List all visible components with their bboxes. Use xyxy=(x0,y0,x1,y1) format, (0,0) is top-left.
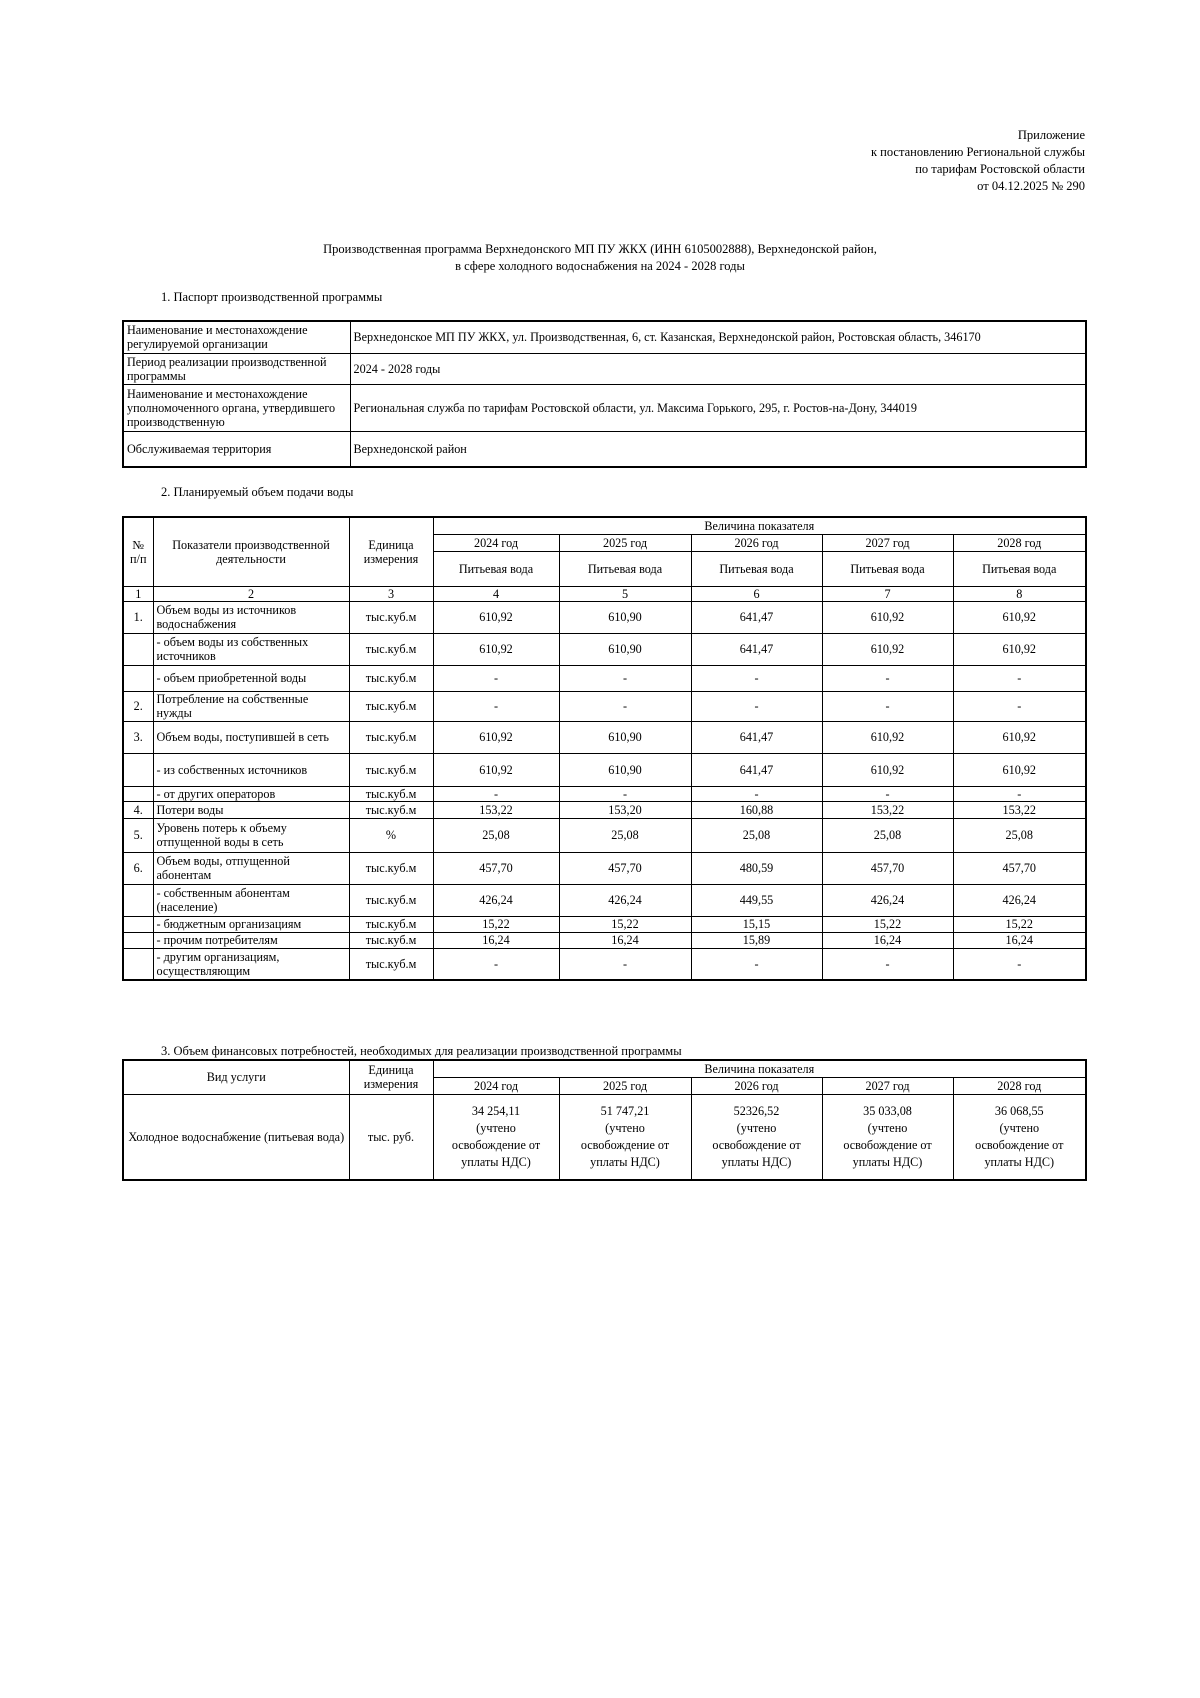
passport-table xyxy=(122,320,1087,468)
row-value: 426,24 xyxy=(822,884,953,916)
row-value: 449,55 xyxy=(691,884,822,916)
finance-cell xyxy=(822,1094,953,1180)
finance-note: освобождение от xyxy=(451,1137,541,1152)
row-value: 610,92 xyxy=(822,753,953,786)
row-unit: % xyxy=(349,818,433,852)
row-number xyxy=(123,753,153,786)
header-year: 2024 год xyxy=(433,534,559,551)
header-water: Питьевая вода xyxy=(691,551,822,586)
passport-row xyxy=(123,353,1086,384)
finance-note: (учтено xyxy=(605,1120,645,1135)
row-value: 457,70 xyxy=(433,852,559,884)
row-unit: тыс.куб.м xyxy=(349,932,433,948)
passport-label: Наименование и местонахождение регулируемой организации xyxy=(123,321,350,353)
row-number: 5. xyxy=(123,818,153,852)
table-row xyxy=(123,665,1086,691)
row-value: 15,22 xyxy=(953,916,1086,932)
row-value: 610,92 xyxy=(433,721,559,753)
table-row xyxy=(123,818,1086,852)
finance-note: освобождение от xyxy=(975,1137,1064,1152)
header-indicator: Показатели производственной деятельности xyxy=(153,517,349,586)
finance-cell xyxy=(691,1094,822,1180)
row-value: 160,88 xyxy=(691,801,822,818)
row-value: 610,90 xyxy=(559,601,691,633)
passport-row xyxy=(123,431,1086,467)
row-value: 426,24 xyxy=(953,884,1086,916)
row-value: 641,47 xyxy=(691,633,822,665)
row-value: 16,24 xyxy=(822,932,953,948)
finance-note: уплаты НДС) xyxy=(590,1154,660,1169)
header-num: № п/п xyxy=(123,517,153,586)
row-value: 153,20 xyxy=(559,801,691,818)
row-value: 25,08 xyxy=(433,818,559,852)
table-row xyxy=(123,601,1086,633)
finance-header-year: 2028 год xyxy=(953,1077,1086,1094)
row-number: 1. xyxy=(123,601,153,633)
row-value: - xyxy=(433,786,559,801)
row-unit: тыс.куб.м xyxy=(349,801,433,818)
row-value: 641,47 xyxy=(691,721,822,753)
volume-table-body xyxy=(123,601,1086,980)
row-value: 457,70 xyxy=(822,852,953,884)
table-row xyxy=(123,852,1086,884)
passport-value: Верхнедонской район xyxy=(350,431,1086,467)
finance-header-row xyxy=(123,1060,1086,1077)
column-number: 5 xyxy=(559,586,691,601)
finance-amount: 51 747,21 xyxy=(600,1103,650,1118)
section-1-heading: 1. Паспорт производственной программы xyxy=(161,290,383,304)
row-value: - xyxy=(953,786,1086,801)
row-value: - xyxy=(559,948,691,980)
row-value: 426,24 xyxy=(433,884,559,916)
finance-amount: 34 254,11 xyxy=(471,1103,521,1118)
finance-note: (учтено xyxy=(867,1120,908,1135)
row-number: 4. xyxy=(123,801,153,818)
row-value: - xyxy=(433,691,559,721)
row-value: 16,24 xyxy=(559,932,691,948)
row-unit: тыс.куб.м xyxy=(349,916,433,932)
row-value: - xyxy=(822,665,953,691)
finance-header-unit: Единица измерения xyxy=(349,1060,433,1094)
passport-label: Наименование и местонахождение уполномоченного органа, утвердившего производственную xyxy=(123,384,350,431)
finance-note: уплаты НДС) xyxy=(721,1154,792,1169)
row-value: 16,24 xyxy=(433,932,559,948)
finance-note: освобождение от xyxy=(580,1137,670,1152)
header-year: 2026 год xyxy=(691,534,822,551)
row-unit: тыс.куб.м xyxy=(349,786,433,801)
row-value: 25,08 xyxy=(953,818,1086,852)
passport-row xyxy=(123,384,1086,431)
row-indicator: - бюджетным организациям xyxy=(153,916,349,932)
table-row xyxy=(123,753,1086,786)
appendix-line-1: Приложение xyxy=(1017,128,1085,142)
finance-table xyxy=(122,1059,1087,1181)
row-number: 2. xyxy=(123,691,153,721)
section-3-heading: 3. Объем финансовых потребностей, необходимых для реализации производственной программы xyxy=(161,1044,682,1058)
title-line-2: в сфере холодного водоснабжения на 2024 - 2028 годы xyxy=(455,259,745,273)
row-value: 610,90 xyxy=(559,721,691,753)
row-indicator: Потребление на собственные нужды xyxy=(153,691,349,721)
column-number: 6 xyxy=(691,586,822,601)
row-value: 15,22 xyxy=(822,916,953,932)
row-value: - xyxy=(433,665,559,691)
row-number xyxy=(123,948,153,980)
header-water: Питьевая вода xyxy=(433,551,559,586)
row-value: - xyxy=(822,691,953,721)
row-value: - xyxy=(559,691,691,721)
finance-note: уплаты НДС) xyxy=(461,1154,531,1169)
finance-note: (учтено xyxy=(476,1120,516,1135)
water-volume-table xyxy=(122,516,1087,981)
row-value: 15,22 xyxy=(559,916,691,932)
appendix-line-4: от 04.12.2025 № 290 xyxy=(977,179,1085,193)
row-indicator: Объем воды из источников водоснабжения xyxy=(153,601,349,633)
row-value: - xyxy=(691,665,822,691)
finance-cell xyxy=(559,1094,691,1180)
header-water: Питьевая вода xyxy=(822,551,953,586)
row-value: 641,47 xyxy=(691,601,822,633)
row-value: 610,92 xyxy=(953,633,1086,665)
row-value: - xyxy=(691,691,822,721)
table-row xyxy=(123,691,1086,721)
row-unit: тыс.куб.м xyxy=(349,691,433,721)
passport-value: 2024 - 2028 годы xyxy=(350,353,1086,384)
finance-header-year: 2024 год xyxy=(433,1077,559,1094)
finance-row xyxy=(123,1094,1086,1180)
document-title xyxy=(0,241,1200,275)
row-unit: тыс.куб.м xyxy=(349,721,433,753)
row-unit: тыс.куб.м xyxy=(349,852,433,884)
finance-header-year: 2026 год xyxy=(691,1077,822,1094)
row-unit: тыс.куб.м xyxy=(349,884,433,916)
row-value: - xyxy=(822,948,953,980)
row-indicator: Потери воды xyxy=(153,801,349,818)
finance-header-year: 2025 год xyxy=(559,1077,691,1094)
row-value: 16,24 xyxy=(953,932,1086,948)
row-indicator: Объем воды, поступившей в сеть xyxy=(153,721,349,753)
header-value-group: Величина показателя xyxy=(433,517,1086,534)
row-value: 610,92 xyxy=(953,753,1086,786)
row-value: - xyxy=(559,665,691,691)
row-value: 153,22 xyxy=(433,801,559,818)
table-row xyxy=(123,948,1086,980)
column-numbers-row xyxy=(123,586,1086,601)
column-number: 8 xyxy=(953,586,1086,601)
header-water: Питьевая вода xyxy=(953,551,1086,586)
row-value: - xyxy=(953,665,1086,691)
table-row xyxy=(123,801,1086,818)
title-line-1: Производственная программа Верхнедонского МП ПУ ЖКХ (ИНН 6105002888), Верхнедонской район, xyxy=(323,242,877,256)
appendix-line-2: к постановлению Региональной службы xyxy=(870,145,1085,159)
row-value: 15,22 xyxy=(433,916,559,932)
row-unit: тыс.куб.м xyxy=(349,753,433,786)
passport-label: Обслуживаемая территория xyxy=(123,431,350,467)
passport-value: Региональная служба по тарифам Ростовской области, ул. Максима Горького, 295, г. Ростов-на-Дону, 344019 xyxy=(350,384,1086,431)
table-row xyxy=(123,932,1086,948)
column-number: 4 xyxy=(433,586,559,601)
column-number: 3 xyxy=(349,586,433,601)
row-value: 641,47 xyxy=(691,753,822,786)
column-number: 1 xyxy=(123,586,153,601)
finance-note: (учтено xyxy=(736,1120,777,1135)
row-value: 426,24 xyxy=(559,884,691,916)
finance-note: освобождение от xyxy=(712,1137,801,1152)
row-number xyxy=(123,633,153,665)
row-number: 6. xyxy=(123,852,153,884)
finance-header-year: 2027 год xyxy=(822,1077,953,1094)
row-value: 610,92 xyxy=(433,753,559,786)
finance-amount: 36 068,55 xyxy=(994,1103,1044,1118)
column-number: 2 xyxy=(153,586,349,601)
row-number xyxy=(123,786,153,801)
row-value: 480,59 xyxy=(691,852,822,884)
row-value: 15,15 xyxy=(691,916,822,932)
row-number xyxy=(123,932,153,948)
header-unit: Единица измерения xyxy=(349,517,433,586)
row-value: 153,22 xyxy=(822,801,953,818)
passport-row xyxy=(123,321,1086,353)
row-value: - xyxy=(691,948,822,980)
row-value: 610,92 xyxy=(822,633,953,665)
row-unit: тыс.куб.м xyxy=(349,665,433,691)
finance-header-service: Вид услуги xyxy=(123,1060,349,1094)
table-row xyxy=(123,786,1086,801)
finance-cell xyxy=(953,1094,1086,1180)
row-value: 25,08 xyxy=(559,818,691,852)
row-number xyxy=(123,916,153,932)
row-indicator: - собственным абонентам (население) xyxy=(153,884,349,916)
row-indicator: - из собственных источников xyxy=(153,753,349,786)
row-value: 610,92 xyxy=(433,633,559,665)
table-row xyxy=(123,633,1086,665)
row-number xyxy=(123,665,153,691)
row-unit: тыс.куб.м xyxy=(349,633,433,665)
appendix-header xyxy=(871,127,1085,195)
table-row xyxy=(123,884,1086,916)
finance-service: Холодное водоснабжение (питьевая вода) xyxy=(123,1094,349,1180)
row-value: 610,92 xyxy=(433,601,559,633)
finance-note: уплаты НДС) xyxy=(852,1154,923,1169)
row-indicator: - от других операторов xyxy=(153,786,349,801)
row-unit: тыс.куб.м xyxy=(349,948,433,980)
table-row xyxy=(123,916,1086,932)
header-year: 2027 год xyxy=(822,534,953,551)
row-value: 610,90 xyxy=(559,633,691,665)
row-value: - xyxy=(953,691,1086,721)
row-value: 610,90 xyxy=(559,753,691,786)
row-number xyxy=(123,884,153,916)
row-number: 3. xyxy=(123,721,153,753)
finance-amount: 52326,52 xyxy=(733,1103,780,1118)
row-value: 153,22 xyxy=(953,801,1086,818)
finance-header-value-group: Величина показателя xyxy=(433,1060,1086,1077)
row-unit: тыс.куб.м xyxy=(349,601,433,633)
row-value: - xyxy=(822,786,953,801)
row-value: 457,70 xyxy=(953,852,1086,884)
row-value: 25,08 xyxy=(691,818,822,852)
row-value: 610,92 xyxy=(953,721,1086,753)
row-indicator: - объем воды из собственных источников xyxy=(153,633,349,665)
row-value: 610,92 xyxy=(822,601,953,633)
header-row xyxy=(123,517,1086,534)
row-indicator: - другим организациям, осуществляющим xyxy=(153,948,349,980)
finance-note: (учтено xyxy=(999,1120,1040,1135)
row-indicator: Уровень потерь к объему отпущенной воды в сеть xyxy=(153,818,349,852)
appendix-line-3: по тарифам Ростовской области xyxy=(915,162,1085,176)
row-indicator: - объем приобретенной воды xyxy=(153,665,349,691)
row-value: - xyxy=(691,786,822,801)
header-year: 2025 год xyxy=(559,534,691,551)
finance-cell xyxy=(433,1094,559,1180)
finance-unit: тыс. руб. xyxy=(349,1094,433,1180)
table-row xyxy=(123,721,1086,753)
passport-value: Верхнедонское МП ПУ ЖКХ, ул. Производственная, 6, ст. Казанская, Верхнедонской район, Ростовская область, 346170 xyxy=(350,321,1086,353)
header-water: Питьевая вода xyxy=(559,551,691,586)
row-value: - xyxy=(559,786,691,801)
finance-note: уплаты НДС) xyxy=(984,1154,1055,1169)
row-indicator: Объем воды, отпущенной абонентам xyxy=(153,852,349,884)
row-value: 25,08 xyxy=(822,818,953,852)
row-value: 15,89 xyxy=(691,932,822,948)
row-indicator: - прочим потребителям xyxy=(153,932,349,948)
finance-note: освобождение от xyxy=(843,1137,932,1152)
header-year: 2028 год xyxy=(953,534,1086,551)
finance-amount: 35 033,08 xyxy=(863,1103,912,1118)
section-2-heading: 2. Планируемый объем подачи воды xyxy=(161,485,354,499)
row-value: - xyxy=(433,948,559,980)
row-value: 610,92 xyxy=(822,721,953,753)
passport-label: Период реализации производственной программы xyxy=(123,353,350,384)
row-value: 610,92 xyxy=(953,601,1086,633)
row-value: - xyxy=(953,948,1086,980)
row-value: 457,70 xyxy=(559,852,691,884)
column-number: 7 xyxy=(822,586,953,601)
